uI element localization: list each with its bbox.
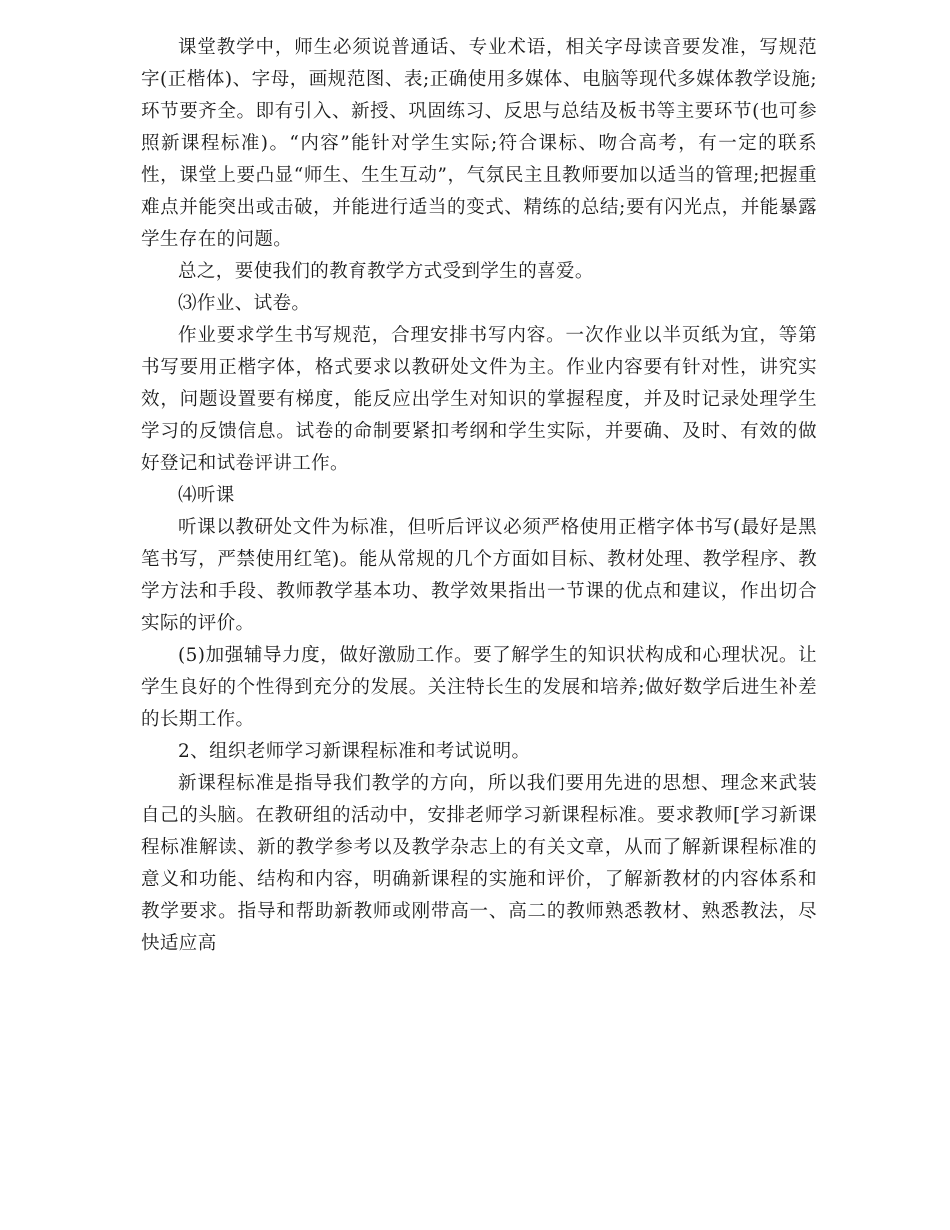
paragraph-tutoring: (5)加强辅导力度，做好激励工作。要了解学生的知识状构成和心理状况。让学生良好的个性得到充分的发展。关注特长生的发展和培养;做好数学后进生补差的长期工作。 [141,645,817,730]
heading-lesson-observation: ⑷听课 [178,485,235,506]
paragraph-curriculum-study: 新课程标准是指导我们教学的方向，所以我们要用先进的思想、理念来武装自己的头脑。在教研组的活动中，安排老师学习新课程标准。要求教师[学习新课程标准解读、新的教学参考以及教学杂志上的有关文章，从而了解新课程标准的意义和功能、结构和内容，明确新课程的实施和评价，了解新教材的内容体系和教学要求。指导和帮助新教师或刚带高一、高二的教师熟悉教材、熟悉教法，尽快适应高 [141,773,817,954]
paragraph-classroom-teaching: 课堂教学中，师生必须说普通话、专业术语，相关字母读音要发准，写规范字(正楷体)、字母，画规范图、表;正确使用多媒体、电脑等现代多媒体教学设施;环节要齐全。即有引入、新授、巩固练习、反思与总结及板书等主要环节(也可参照新课程标准)。“内容”能针对学生实际;符合课标、吻合高考，有一定的联系性，课堂上要凸显“师生、生生互动”，气氛民主且教师要加以适当的管理;把握重难点并能突出或击破，并能进行适当的变式、精练的总结;要有闪光点，并能暴露学生存在的问题。 [141,37,817,250]
heading-curriculum-study: 2、组织老师学习新课程标准和考试说明。 [178,741,531,762]
document-body [141,32,817,960]
paragraph-summary: 总之，要使我们的教育教学方式受到学生的喜爱。 [178,261,594,282]
paragraph-homework-exams: 作业要求学生书写规范，合理安排书写内容。一次作业以半页纸为宜，等第书写要用正楷字体，格式要求以教研处文件为主。作业内容要有针对性，讲究实效，问题设置要有梯度，能反应出学生对知识的掌握程度，并及时记录处理学生学习的反馈信息。试卷的命制要紧扣考纲和学生实际，并要确、及时、有效的做好登记和试卷评讲工作。 [141,325,817,474]
heading-homework-exams: ⑶作业、试卷。 [178,293,311,314]
paragraph-lesson-observation: 听课以教研处文件为标准，但听后评议必须严格使用正楷字体书写(最好是黑笔书写，严禁使用红笔)。能从常规的几个方面如目标、教材处理、教学程序、教学方法和手段、教师教学基本功、教学效果指出一节课的优点和建议，作出切合实际的评价。 [141,517,817,634]
